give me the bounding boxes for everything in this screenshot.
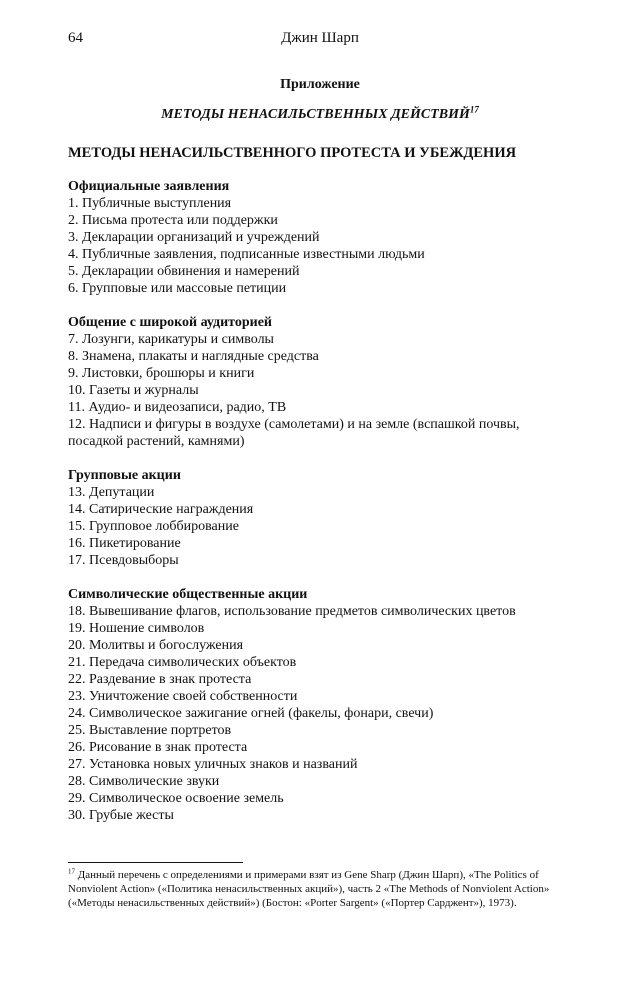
- methods-title-text: МЕТОДЫ НЕНАСИЛЬСТВЕННЫХ ДЕЙСТВИЙ: [161, 107, 470, 122]
- list-item: 2. Письма протеста или поддержки: [68, 213, 278, 228]
- list-item: 1. Публичные выступления: [68, 196, 232, 211]
- footnote-reference[interactable]: 17: [469, 104, 479, 115]
- appendix-title: Приложение: [280, 77, 360, 92]
- list-item: 8. Знамена, плакаты и наглядные средства: [68, 349, 319, 364]
- list-item: 20. Молитвы и богослужения: [68, 638, 244, 653]
- section-symbolic-actions: [68, 586, 568, 824]
- methods-list: [68, 178, 568, 841]
- list-item: 21. Передача символических объектов: [68, 655, 297, 670]
- list-item: 14. Сатирические награждения: [68, 502, 254, 517]
- list-item: 19. Ношение символов: [68, 621, 205, 636]
- list-item: 13. Депутации: [68, 485, 155, 500]
- list-item: 25. Выставление портретов: [68, 723, 232, 738]
- list-item: 4. Публичные заявления, подписанные известными людьми: [68, 247, 425, 262]
- list-item: 12. Надписи и фигуры в воздухе (самолетами) и на земле (вспашкой почвы, посадкой растений, камнями): [68, 417, 520, 449]
- list-item: 18. Вывешивание флагов, использование предметов символических цветов: [68, 604, 516, 619]
- list-item: 24. Символическое зажигание огней (факелы, фонари, свечи): [68, 706, 434, 721]
- section-title: Групповые акции: [68, 468, 181, 483]
- main-heading: МЕТОДЫ НЕНАСИЛЬСТВЕННОГО ПРОТЕСТА И УБЕЖДЕНИЯ: [68, 145, 517, 161]
- list-item: 6. Групповые или массовые петиции: [68, 281, 287, 296]
- list-item: 23. Уничтожение своей собственности: [68, 689, 298, 704]
- list-item: 16. Пикетирование: [68, 536, 181, 551]
- footnote: [68, 868, 572, 910]
- list-item: 9. Листовки, брошюры и книги: [68, 366, 255, 381]
- page-number: 64: [68, 30, 83, 46]
- footnote-number: 17: [68, 867, 75, 876]
- list-item: 3. Декларации организаций и учреждений: [68, 230, 320, 245]
- footnote-text: Данный перечень с определениями и примерами взят из Gene Sharp (Джин Шарп), «The Politics of Nonviolent Action» («Политика ненасильственных акций»), часть 2 «The Methods of Nonviolent Action» («Методы ненасильственных действий») (Бостон: «Porter Sargent» («Портер Сарджент»), 1973).: [68, 869, 550, 909]
- list-item: 29. Символическое освоение земель: [68, 791, 284, 806]
- list-item: 15. Групповое лоббирование: [68, 519, 239, 534]
- list-item: 27. Установка новых уличных знаков и названий: [68, 757, 358, 772]
- section-title: Общение с широкой аудиторией: [68, 315, 272, 330]
- list-item: 26. Рисование в знак протеста: [68, 740, 248, 755]
- page-header: [68, 30, 572, 50]
- list-item: 11. Аудио- и видеозаписи, радио, ТВ: [68, 400, 287, 415]
- list-item: 17. Псевдовыборы: [68, 553, 179, 568]
- footnote-divider: [68, 862, 243, 863]
- methods-title: [68, 104, 572, 123]
- list-item: 5. Декларации обвинения и намерений: [68, 264, 300, 279]
- running-head: Джин Шарп: [281, 30, 359, 46]
- list-item: 7. Лозунги, карикатуры и символы: [68, 332, 274, 347]
- list-item: 22. Раздевание в знак протеста: [68, 672, 252, 687]
- section-title: Символические общественные акции: [68, 587, 308, 602]
- section-official-statements: [68, 178, 568, 297]
- section-title: Официальные заявления: [68, 179, 230, 194]
- list-item: 28. Символические звуки: [68, 774, 220, 789]
- list-item: 10. Газеты и журналы: [68, 383, 199, 398]
- section-group-actions: [68, 467, 568, 569]
- section-wide-audience: [68, 314, 568, 450]
- list-item: 30. Грубые жесты: [68, 808, 174, 823]
